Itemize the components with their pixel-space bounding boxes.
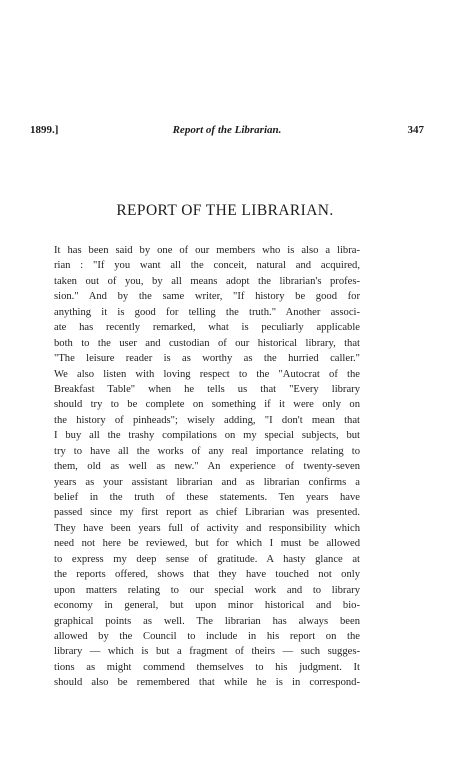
running-head-title: Report of the Librarian. [172,124,282,136]
page-number: 347 [407,124,424,136]
text-line: It has been said by one of our members who is also a libra- [54,245,360,256]
text-line: allowed by the Council to include in his report on the [54,630,360,642]
text-line: We also listen with loving respect to the "Autocrat of the [54,368,360,380]
text-line: the reports offered, shows that they have touched not only [54,569,360,581]
text-line: rian : "If you want all the conceit, natural and acquired, [54,260,360,272]
text-line: "The leisure reader is as worthy as the hurried caller." [54,353,360,365]
text-line: need not here be reviewed, but for which I must be allowed [54,538,360,550]
text-line: years as your assistant librarian and as librarian confirms a [54,476,360,488]
text-line: sion." And by the same writer, "If history be good for [54,291,360,303]
body-text [54,243,360,691]
text-line: I buy all the trashy compilations on my special subjects, but [54,430,360,442]
text-line: Breakfast Table" when he tells us that "Every library [54,383,360,395]
running-head [30,124,424,140]
text-line: passed since my first report as chief Librarian was presented. [54,507,360,519]
text-line: both to the user and custodian of our historical library, that [54,337,360,349]
text-line: should also be remembered that while he is in correspond- [54,677,360,689]
text-line: economy in general, but upon minor historical and bio- [54,600,360,612]
text-line: belief in the truth of these statements. Ten years have [54,492,360,503]
running-head-year: 1899.] [30,124,59,136]
text-line: library — which is but a fragment of theirs — such sugges- [54,646,360,658]
text-line: tions as might commend themselves to his judgment. It [54,661,360,673]
text-line: them, old as well as new." An experience of twenty-seven [54,461,360,473]
text-line: to express my deep sense of gratitude. A hasty glance at [54,553,360,565]
text-line: the history of pinheads"; wisely adding, "I don't mean that [54,414,360,426]
report-title: REPORT OF THE LIBRARIAN. [116,202,334,219]
text-line: graphical points as well. The librarian has always been [54,615,360,627]
text-line: anything it is good for telling the truth." Another associ- [54,306,360,318]
text-line: should try to be complete on something if it were only on [54,399,360,411]
text-line: They have been years full of activity and responsibility which [54,522,360,534]
text-line: ate has recently remarked, what is peculiarly applicable [54,322,360,334]
text-line: try to have all the works of any real importance relating to [54,445,360,457]
text-line: upon matters relating to our special work and to library [54,584,360,596]
text-line: taken out of you, by all means adopt the librarian's profes- [54,275,360,287]
